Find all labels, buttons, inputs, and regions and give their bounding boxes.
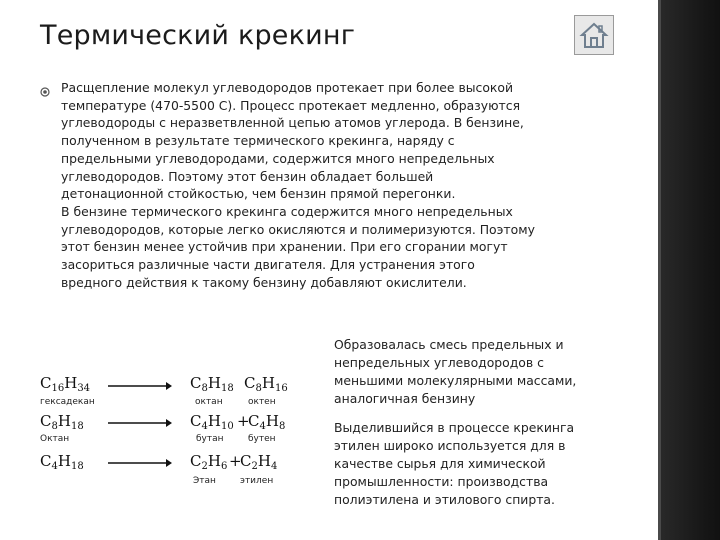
- text-line: этилен широко используется для в: [334, 438, 566, 453]
- product-caption: октен: [248, 397, 276, 407]
- text-line: аналогичная бензину: [334, 391, 476, 406]
- text-line: температуре (470-5500 С). Процесс протекает медленно, образуются: [61, 97, 521, 113]
- text-line: Расщепление молекул углеводородов протекает при более высокой: [61, 80, 514, 95]
- text-line: Образовалась смесь предельных и: [334, 337, 564, 352]
- reactant-caption: Октан: [40, 434, 70, 444]
- text-line: В бензине термического крекинга содержится много непредельных: [61, 203, 513, 219]
- mixture-paragraph: [334, 336, 584, 408]
- text-line: вредного действия к такому бензину добавляют окислители.: [61, 274, 467, 290]
- reactant-formula: $C_8H_{18}$: [40, 412, 84, 432]
- plus-sign: +: [237, 412, 250, 430]
- plus-sign: +: [229, 452, 242, 470]
- product-caption: бутен: [248, 434, 276, 444]
- reaction-arrow: [108, 381, 172, 391]
- reactant-caption: гексадекан: [40, 397, 95, 407]
- reactant-formula: $C_{16}H_{34}$: [40, 374, 91, 394]
- product-caption: этилен: [240, 476, 274, 486]
- main-paragraph: [61, 79, 561, 291]
- product-formula: $C_4H_8$: [248, 412, 286, 432]
- reaction-arrow: [108, 418, 172, 428]
- text-line: засориться различные части двигателя. Для устранения этого: [61, 257, 475, 273]
- reactant-formula: $C_4H_{18}$: [40, 452, 84, 472]
- text-line: детонационной стойкостью, чем бензин прямой перегонки.: [61, 186, 456, 202]
- circle-bullet-icon: [40, 87, 50, 97]
- home-icon: [578, 19, 610, 51]
- product-formula: $C_2H_4$: [240, 452, 278, 472]
- text-line: предельными углеводородами, содержится много непредельных: [61, 150, 495, 166]
- text-line: Выделившийся в процессе крекинга: [334, 420, 575, 435]
- ethylene-paragraph: [334, 419, 584, 509]
- text-line: углеводородов, которые легко окисляются и полимеризуются. Поэтому: [61, 221, 535, 237]
- reaction-arrow: [108, 458, 172, 468]
- reaction-equations: [40, 370, 340, 500]
- home-button[interactable]: [574, 15, 614, 55]
- right-decor-bar: [658, 0, 720, 540]
- product-formula: $C_4H_{10}$: [190, 412, 234, 432]
- text-line: этот бензин менее устойчив при хранении. При его сгорании могут: [61, 239, 508, 255]
- text-line: углеводородов. Поэтому этот бензин обладает большей: [61, 168, 434, 184]
- product-caption: Этан: [193, 476, 216, 486]
- product-formula: $C_2H_6$: [190, 452, 228, 472]
- product-caption: октан: [195, 397, 223, 407]
- text-line: полиэтилена и этилового спирта.: [334, 492, 555, 507]
- text-line: полученном в результате термического крекинга, наряду с: [61, 133, 455, 149]
- product-formula: $C_8H_{16}$: [244, 374, 288, 394]
- text-line: углеводороды с неразветвленной цепью атомов углерода. В бензине,: [61, 115, 524, 131]
- slide-title: Термический крекинг: [40, 20, 356, 51]
- text-line: непредельных углеводородов с: [334, 355, 544, 370]
- text-line: промышленности: производства: [334, 474, 549, 489]
- text-line: качестве сырья для химической: [334, 456, 546, 471]
- text-line: меньшими молекулярными массами,: [334, 373, 577, 388]
- product-formula: $C_8H_{18}$: [190, 374, 234, 394]
- product-caption: бутан: [196, 434, 224, 444]
